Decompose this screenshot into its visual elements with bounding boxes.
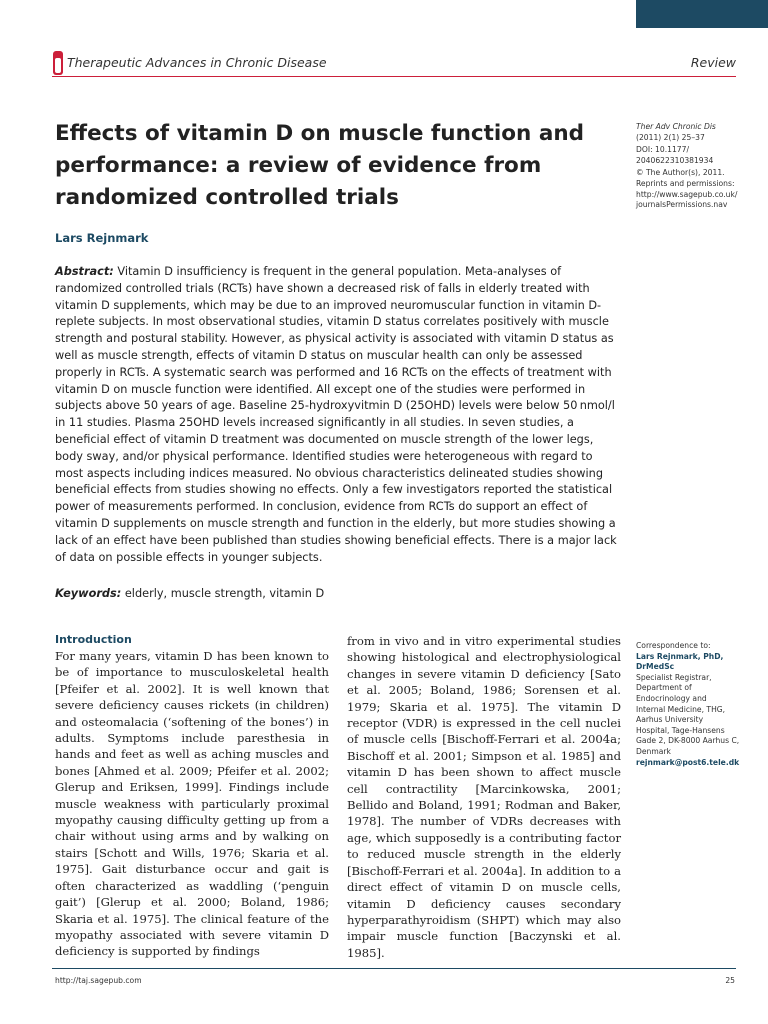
correspondence-line: Gade 2, DK-8000 Aarhus C, [636,736,740,746]
section-heading: Introduction [55,633,132,646]
intro-paragraph-col2: from in vivo and in vitro experimental studies showing histological and electrophysiological changes in severe vitamin D deficiency [Sato et al. 2005; Boland, 1986; Sorensen et al. 1979; Skaria et al. 1975]. The vitamin D receptor (VDR) is expressed in the cell nuclei of muscle cells [Bischoff-Ferrari et al. 2004a; Bischoff et al. 2001; Simpson et al. 1985] and vitamin D has been shown to affect muscle cell contractility [Marcinkowska, 2001; Bellido and Boland, 1991; Rodman and Baker, 1978]. The number of VDRs decreases with age, which supposedly is a contributing factor to reduced muscle strength in the elderly [Bischoff-Ferrari et al. 2004a]. In addition to a direct effect of vitamin D on muscle cells, vitamin D deficiency causes secondary hyperparathyroidism (SHPT) which may also impair muscle function [Baczynski et al. 1985]. [347,634,621,960]
doi-label: DOI: 10.1177/ [636,145,689,155]
title-line: randomized controlled trials [55,185,399,210]
abstract [55,264,623,566]
volume-pages: (2011) 2(1) 25–37 [636,132,705,142]
correspondence-line: Endocrinology and [636,693,707,703]
keywords-label: Keywords: [55,587,122,600]
correspondence-line: Hospital, Tage-Hansens [636,725,725,735]
intro-paragraph-col1: For many years, vitamin D has been known to be of importance to musculoskeletal health [Pfeifer et al. 2002]. It is well known that severe deficiency causes rickets (in children) and osteomalacia (‘softening of the bones’) in adults. Symptoms include paresthesia in hands and feet as well as aching muscles and bones [Ahmed et al. 2009; Pfeifer et al. 2002; Glerup and Eriksen, 1999]. Findings include muscle weakness with particularly proximal myopathy causing difficulty getting up from a chair without using arms and by walking on stairs [Schott and Wills, 1976; Skaria et al. 1975]. Gait disturbance occur and gait is often characterized as waddling (‘penguin gait’) [Glerup et al. 2000; Boland, 1986; Skaria et al. 1975]. The clinical feature of the myopathy associated with severe vitamin D deficiency is supported by findings [55,649,329,959]
correspondence-line: Aarhus University [636,715,704,725]
journal-name: Therapeutic Advances in Chronic Disease [67,55,327,70]
footer-rule [52,968,736,969]
footer-url[interactable]: http://taj.sagepub.com [55,976,142,985]
article-type: Review [690,55,736,70]
correspondence-label: Correspondence to: [636,641,711,650]
article-title [55,118,600,214]
author-name: Lars Rejnmark [55,231,149,245]
body-column-2 [347,633,621,961]
body-column-1 [55,633,329,960]
correspondence-line: Internal Medicine, THG, [636,704,726,714]
title-line: Effects of vitamin D on muscle function and [55,121,585,146]
copyright: © The Author(s), 2011. [636,168,725,178]
journal-logo-icon [52,50,64,76]
correspondence-email[interactable]: rejnmark@post6.tele.dk [636,757,740,767]
doi-number: 2040622310381934 [636,155,714,165]
abstract-text: Vitamin D insufficiency is frequent in the general population. Meta-analyses of randomized controlled trials (RCTs) have shown a decreased risk of falls in elderly treated with vitamin D supplements, which may be due to an improved neuromuscular function in vitamin D-replete subjects. In most observational studies, vitamin D status correlates positively with muscle strength and postural stability. However, as physical activity is associated with vitamin D status as well as muscle strength, effects of vitamin D status on muscular health can only be assessed properly in RCTs. A systematic search was performed and 16 RCTs on the effects of treatment with vitamin D on muscle function were identified. All except one of the studies were performed in subjects above 50 years of age. Baseline 25-hydroxyvitmin D (25OHD) levels were below 50 nmol/l in 11 studies. Plasma 25OHD levels increased significantly in all studies. In seven studies, a beneficial effect of vitamin D treatment was documented on muscle strength of the lower legs, body sway, and/or physical performance. Identified studies were heterogeneous with regard to most aspects including indices measured. No obvious characteristics delineated studies showing beneficial effects from studies showing no effects. Only a few investigators reported the statistical power of measurements performed. In conclusion, evidence from RCTs do support an effect of vitamin D supplements on muscle strength and function in the elderly, but more studies showing a lack of an effect have been published than studies showing beneficial effects. There is a major lack of data on possible effects in younger subjects. [55,265,617,564]
page-number: 25 [725,976,735,985]
correspondence-line: Specialist Registrar, [636,672,712,682]
citation-meta [636,122,748,211]
abstract-label: Abstract: [55,265,114,278]
correspondence-line: Department of [636,683,692,693]
correspondence-line: Denmark [636,746,671,756]
permissions-url-cont[interactable]: journalsPermissions.nav [636,200,728,210]
journal-header [52,50,736,77]
keywords-text: elderly, muscle strength, vitamin D [121,587,325,600]
keywords [55,586,324,603]
correspondence [636,641,754,768]
permissions-line: Reprints and permissions: [636,178,735,188]
correspondence-name: Lars Rejnmark, PhD, [636,651,724,661]
permissions-url[interactable]: http://www.sagepub.co.uk/ [636,189,738,199]
title-line: performance: a review of evidence from [55,153,542,178]
correspondence-degree: DrMedSc [636,662,675,672]
journal-abbrev: Ther Adv Chronic Dis [636,122,716,131]
corner-block [636,0,768,28]
